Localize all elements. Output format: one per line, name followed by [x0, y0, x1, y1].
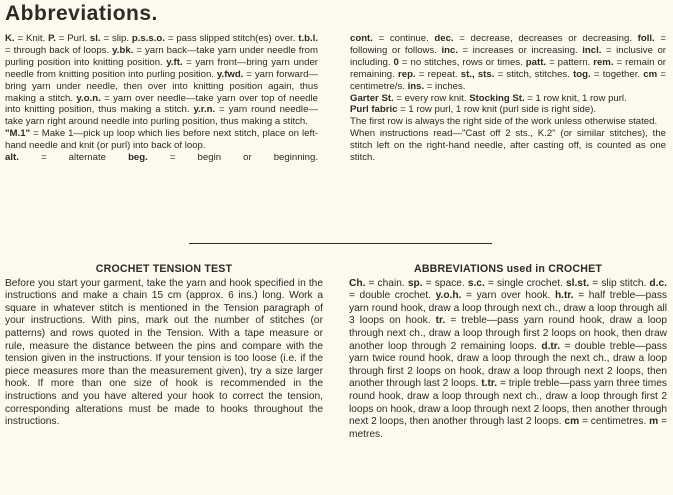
abbreviation-paragraph [5, 128, 318, 152]
section-divider [189, 243, 492, 244]
abbreviation-definition: = yarn back—take yarn under needle from purling position into knitting position. [5, 44, 318, 68]
abbreviation-definition: = Knit. [14, 33, 49, 44]
abbreviation-definition: = triple treble—pass yarn three times round hook, draw a loop through next ch., draw a loop through first 2 loops on hook, draw a loop through next 2 loops, then another through next 2 loops, then another through last 2 loops. [349, 378, 667, 428]
abbreviation-definition: = every row knit. [393, 92, 470, 104]
abbreviation-term: sl. [89, 33, 101, 44]
crochet-heading: ABBREVIATIONS used in CROCHET [413, 263, 603, 275]
abbreviation-definition: = stitch, stitches. [494, 68, 574, 80]
abbreviation-definition: = double treble—pass yarn twice round hook, draw a loop through the next ch., draw a loop through first 2 loops on hook, draw a loop through next 2 loops, then another through last 2 loops. [349, 340, 667, 390]
abbreviation-definition: = double crochet. [349, 290, 436, 302]
abbreviation-term: s.c. [467, 277, 485, 289]
abbreviation-term: P. [48, 33, 56, 44]
abbreviation-definition: = begin or beginning. [147, 152, 319, 164]
abbreviation-definition: = half treble—pass yarn round hook, draw a loop through next ch., draw a loop through all 3 loops on hook. [349, 290, 667, 327]
abbreviation-definition: When instructions read—"Cast off 2 sts., K.2" (or similar stitches), the stitch left on the right-hand needle, after casting off, is counted as one stitch. [350, 128, 666, 164]
abbreviation-definition: = single crochet. [484, 277, 566, 289]
abbreviation-term: "M.1" [5, 128, 31, 140]
abbreviation-term: tr. [435, 315, 446, 327]
abbreviation-definition: = Make 1—pick up loop which lies before next stitch, place on left-hand needle and knit (or purl) into back of loop. [5, 128, 318, 152]
abbreviation-term: y.r.n. [193, 104, 216, 116]
abbreviation-definition: = treble—pass yarn round hook, draw a loop through next ch., draw a loop through first 2 loops on hook, then draw another loop through 2 remaining loops. [349, 315, 667, 352]
abbreviation-definition: = centimetre/s. [350, 68, 666, 92]
abbreviation-term: sl.st. [565, 277, 590, 289]
abbreviation-term: Ch. [349, 277, 366, 289]
abbreviation-term: y.ft. [166, 56, 183, 68]
abbreviation-term: cont. [350, 33, 373, 44]
abbreviation-term: cm [564, 416, 580, 428]
abbreviation-term: y.o.h. [435, 290, 462, 302]
abbreviation-definition: = increases or increasing. [458, 44, 583, 56]
abbreviation-term: 0 [393, 56, 399, 68]
abbreviation-definition: = together. [590, 68, 644, 80]
abbreviation-definition: = inclusive or including. [350, 44, 666, 68]
tension-body: Before you start your garment, take the yarn and hook specified in the instructions and make a chain 15 cm (approx. 6 ins.) long. Work a square in whatever stitch is mentioned in the Tension paragraph of your instructions. With pins, mark out the number of stitches (or patterns) and rows quoted in the Tension. With a tape measure or rule, measure the distance between the pins and compare with the tension given in the instructions. If your tension is too loose (i.e. if the piece measures more than the measurement given), try a size larger hook. If more than one size of hook is recommended in the instructions and you have altered your hook to correct the tension, corresponding alterations must be made to hooks throughout the instructions. [5, 277, 323, 428]
abbreviation-term: sp. [407, 277, 423, 289]
abbreviation-term: Garter St. [350, 92, 394, 104]
abbreviation-definition: = slip. [100, 33, 132, 44]
abbreviation-term: t.tr. [481, 378, 498, 390]
abbreviation-term: p.s.s.o. [131, 33, 165, 44]
abbreviation-definition: = pass slipped stitch(es) over. [164, 33, 299, 44]
abbreviation-term: dec. [434, 33, 454, 44]
knitting-abbreviations-right [350, 33, 666, 164]
abbreviation-paragraph [350, 104, 666, 116]
abbreviation-term: y.bk. [112, 44, 134, 56]
abbreviation-term: K. [5, 33, 15, 44]
abbreviation-definition: = 1 row knit, 1 row purl. [524, 92, 627, 104]
abbreviation-definition: = yarn front—bring yarn under needle from knitting position into purling position. [5, 56, 318, 80]
abbreviation-term: tog. [573, 68, 591, 80]
abbreviation-definition: = decrease, decreases or decreasing. [453, 33, 638, 44]
page-title: Abbreviations. [5, 2, 158, 25]
abbreviation-term: inc. [441, 44, 458, 56]
abbreviation-paragraph [350, 128, 666, 164]
abbreviation-term: alt. [5, 152, 19, 164]
abbreviation-definition: = metres. [349, 416, 668, 440]
abbreviation-definition: = pattern. [546, 56, 594, 68]
abbreviation-term: ins. [407, 80, 425, 92]
abbreviation-definition: = Purl. [55, 33, 90, 44]
abbreviation-term: cm [643, 68, 658, 80]
abbreviation-term: y.o.n. [76, 92, 101, 104]
abbreviation-term: incl. [582, 44, 602, 56]
abbreviation-term: beg. [128, 152, 148, 164]
abbreviation-definition: = yarn over needle—take yarn over top of needle into knitting position, thus making a stitch. [5, 92, 318, 116]
abbreviation-definition: = following or follows. [350, 33, 666, 56]
abbreviation-term: y.fwd. [216, 68, 244, 80]
abbreviation-definition: = space. [422, 277, 468, 289]
abbreviation-definition: = no stitches, rows or times. [398, 56, 526, 68]
abbreviation-definition: = remain or remaining. [350, 56, 666, 80]
abbreviation-definition: = centimetres. [579, 416, 650, 428]
tension-heading: CROCHET TENSION TEST [95, 263, 233, 275]
abbreviation-definition: = chain. [365, 277, 408, 289]
abbreviation-term: rem. [593, 56, 614, 68]
knitting-abbreviations-left [5, 33, 318, 164]
abbreviation-paragraph [350, 93, 666, 105]
crochet-abbreviations-section [349, 263, 667, 441]
abbreviation-paragraph [5, 152, 318, 164]
abbreviation-term: d.tr. [541, 340, 561, 352]
abbreviation-term: m [649, 416, 659, 428]
abbreviation-term: h.tr. [554, 290, 574, 302]
abbreviation-definition: = 1 row purl, 1 row knit (purl side is right side). [397, 104, 597, 116]
abbreviation-term: Stocking St. [469, 92, 525, 104]
abbreviation-definition: = through back of loops. [5, 44, 113, 56]
abbreviation-definition: = inches. [424, 80, 466, 92]
abbreviation-term: t.b.l. [298, 33, 318, 44]
abbreviation-term: rep. [398, 68, 416, 80]
abbreviation-paragraph [350, 116, 666, 128]
abbreviation-term: Purl fabric [350, 104, 398, 116]
abbreviation-term: st., sts. [460, 68, 495, 80]
abbreviation-definition: = yarn round needle—take yarn right around needle into purling position, thus making a stitch. [5, 104, 318, 128]
abbreviation-paragraph [350, 33, 666, 93]
abbreviation-definition: = repeat. [415, 68, 461, 80]
crochet-tension-section [5, 263, 323, 429]
abbreviation-definition: = slip stitch. [589, 277, 650, 289]
abbreviation-definition: The first row is always the right side of the work unless otherwise stated. [350, 116, 658, 128]
crochet-body [349, 278, 667, 442]
abbreviation-definition: = yarn over hook. [461, 290, 555, 302]
abbreviation-paragraph [5, 33, 318, 128]
abbreviation-definition: = continue. [372, 33, 435, 44]
abbreviation-term: foll. [637, 33, 655, 44]
abbreviation-definition: = alternate [18, 152, 129, 164]
abbreviation-definition: = yarn forward—bring yarn under needle, then over into knitting position again, thus making a stitch. [5, 68, 318, 104]
abbreviation-term: patt. [525, 56, 547, 68]
abbreviation-term: d.c. [649, 277, 667, 289]
